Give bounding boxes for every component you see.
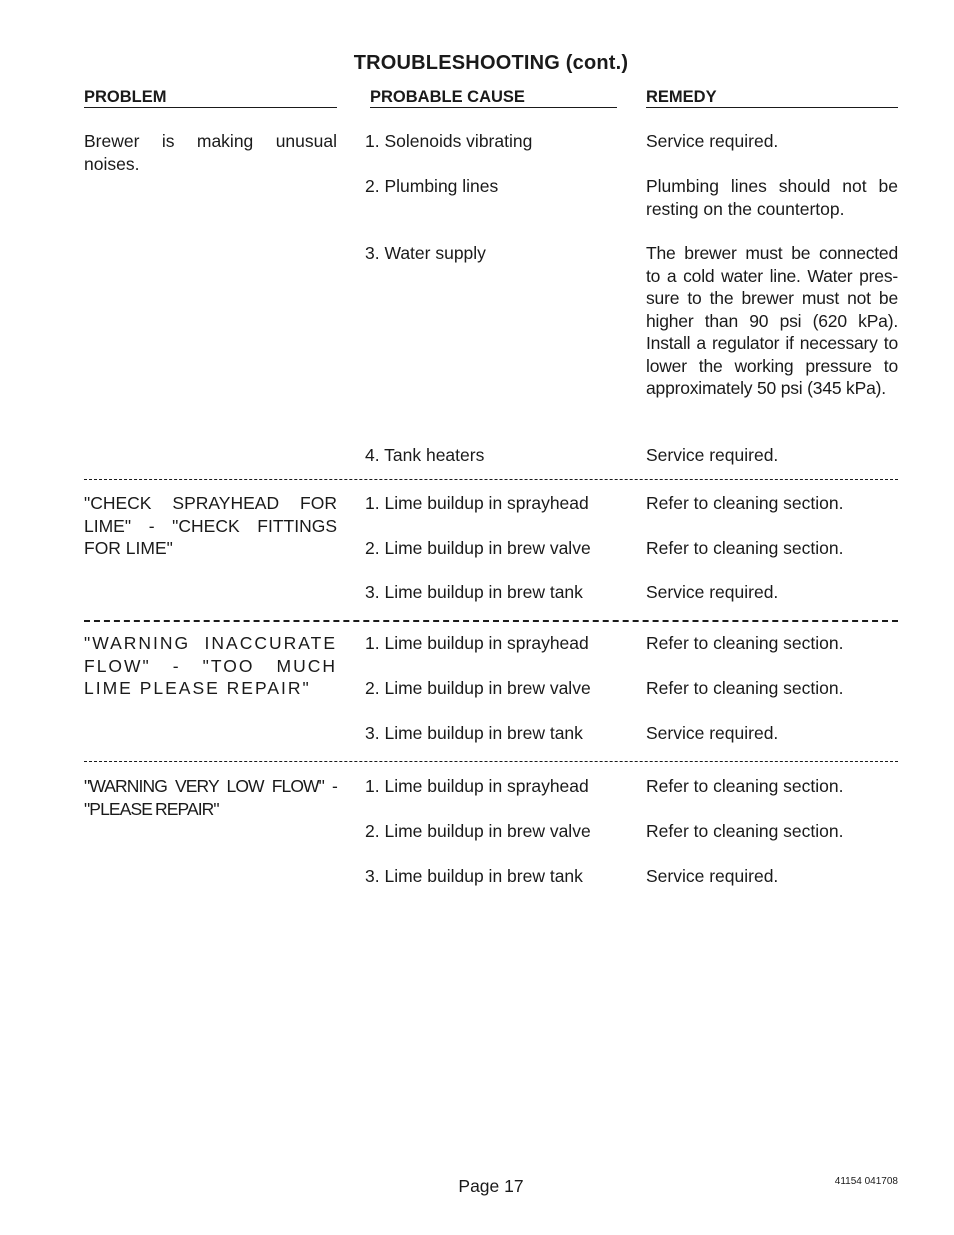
cause-item: 1. Solenoids vibrating [365,131,533,151]
problem-check-sprayhead: "CHECK SPRAYHEAD FOR LIME" - "CHECK FITTINGS FOR LIME" [84,493,337,558]
cause-item: 4. Tank heaters [365,445,485,465]
problem-noises: Brewer is making unusual noises. [84,131,337,174]
remedy-item: Service required. [646,445,779,465]
remedy-item: Service required. [646,866,779,886]
remedy-item: Refer to cleaning section. [646,538,844,558]
section-divider [84,620,898,622]
problem-warning-inaccurate-flow: "WARNING INACCURATE FLOW" - "TOO MUCH LIME PLEASE REPAIR" [84,633,337,698]
remedy-item: Service required. [646,723,779,743]
problem-warning-very-low-flow: "WARNING VERY LOW FLOW" - "PLEASE REPAIR" [84,776,337,819]
remedy-item: Refer to cleaning section. [646,821,844,841]
cause-item: 2. Lime buildup in brew valve [365,678,591,698]
cause-item: 2. Lime buildup in brew valve [365,821,591,841]
page-number: Page 17 [458,1176,524,1196]
cause-item: 3. Water supply [365,243,486,263]
remedy-item: Service required. [646,131,779,151]
column-header-problem: PROBLEM [84,88,337,108]
cause-item: 2. Plumbing lines [365,176,499,196]
page-title: TROUBLESHOOTING (cont.) [353,52,629,74]
remedy-item: Refer to cleaning section. [646,776,844,796]
remedy-item: Refer to cleaning section. [646,493,844,513]
remedy-item: Refer to cleaning section. [646,678,844,698]
cause-item: 1. Lime buildup in sprayhead [365,493,589,513]
remedy-item: The brewer must be connected to a cold water line. Water pres-sure to the brewer must not be higher than 90 psi (620 kPa). Install a regulator if necessary to lower the working pressure to approximately 50 psi (345 kPa). [646,243,898,398]
cause-item: 2. Lime buildup in brew valve [365,538,591,558]
remedy-item: Plumbing lines should not be resting on the countertop. [646,176,898,219]
section-divider [84,761,898,762]
column-header-probable-cause: PROBABLE CAUSE [370,88,617,108]
section-divider [84,479,898,480]
cause-item: 1. Lime buildup in sprayhead [365,776,589,796]
document-number: 41154 041708 [834,1176,898,1187]
cause-item: 3. Lime buildup in brew tank [365,582,583,602]
remedy-item: Refer to cleaning section. [646,633,844,653]
cause-item: 3. Lime buildup in brew tank [365,866,583,886]
column-header-remedy: REMEDY [646,88,898,108]
cause-item: 3. Lime buildup in brew tank [365,723,583,743]
cause-item: 1. Lime buildup in sprayhead [365,633,589,653]
remedy-item: Service required. [646,582,779,602]
